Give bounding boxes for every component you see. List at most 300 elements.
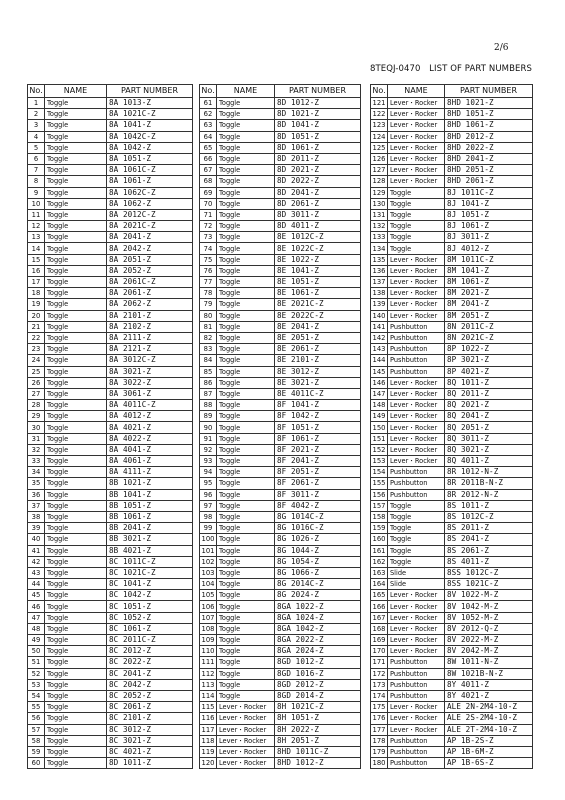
row-name: Toggle — [217, 567, 275, 578]
row-name: Lever・Rocker — [388, 612, 445, 623]
row-part-number: 8GA 1024-Z — [275, 612, 361, 623]
row-part-number: AP 1B-6M-Z — [445, 746, 533, 757]
row-name: Toggle — [217, 422, 275, 433]
row-name: Lever・Rocker — [388, 299, 445, 310]
row-number: 135 — [371, 254, 388, 265]
table-row — [200, 579, 361, 590]
table-row — [28, 366, 193, 377]
table-row — [28, 176, 193, 187]
row-part-number: 8A 2102-Z — [107, 321, 193, 332]
row-name: Toggle — [217, 646, 275, 657]
table-row — [200, 478, 361, 489]
table-row — [200, 679, 361, 690]
row-number: 54 — [28, 690, 45, 701]
row-name: Toggle — [217, 500, 275, 511]
table-row — [371, 713, 533, 724]
table-row — [28, 265, 193, 276]
header-part-number: PART NUMBER — [107, 85, 193, 98]
table-row — [200, 310, 361, 321]
row-part-number: 8E 3012-Z — [275, 366, 361, 377]
row-name: Toggle — [217, 131, 275, 142]
row-number: 112 — [200, 668, 217, 679]
table-row — [371, 590, 533, 601]
row-part-number: 8A 1042C-Z — [107, 131, 193, 142]
row-part-number: 8B 1051-Z — [107, 500, 193, 511]
row-number: 51 — [28, 657, 45, 668]
table-row — [200, 299, 361, 310]
row-name: Toggle — [45, 400, 107, 411]
row-name: Lever・Rocker — [388, 377, 445, 388]
table-row — [371, 176, 533, 187]
table-row — [371, 209, 533, 220]
row-number: 94 — [200, 467, 217, 478]
table-row — [200, 590, 361, 601]
row-number: 157 — [371, 500, 388, 511]
row-name: Toggle — [45, 657, 107, 668]
row-name: Lever・Rocker — [388, 433, 445, 444]
row-number: 96 — [200, 489, 217, 500]
table-row — [28, 321, 193, 332]
row-name: Toggle — [217, 176, 275, 187]
row-name: Lever・Rocker — [388, 310, 445, 321]
table-row — [28, 355, 193, 366]
row-number: 30 — [28, 422, 45, 433]
table-row — [371, 646, 533, 657]
row-part-number: 8C 1021C-Z — [107, 567, 193, 578]
row-number: 9 — [28, 187, 45, 198]
row-name: Pushbutton — [388, 690, 445, 701]
row-part-number: 8E 1041-Z — [275, 265, 361, 276]
row-name: Toggle — [45, 489, 107, 500]
row-part-number: 8B 1061-Z — [107, 511, 193, 522]
row-number: 101 — [200, 545, 217, 556]
table-row — [200, 198, 361, 209]
row-number: 52 — [28, 668, 45, 679]
row-number: 172 — [371, 668, 388, 679]
table-row — [200, 388, 361, 399]
table-row — [371, 579, 533, 590]
table-row — [28, 657, 193, 668]
row-part-number: 8A 1061-Z — [107, 176, 193, 187]
table-row — [371, 377, 533, 388]
row-number: 93 — [200, 456, 217, 467]
row-name: Toggle — [217, 288, 275, 299]
table-row — [28, 109, 193, 120]
row-number: 175 — [371, 702, 388, 713]
row-name: Pushbutton — [388, 321, 445, 332]
row-part-number: 8A 1041-Z — [107, 120, 193, 131]
row-number: 155 — [371, 478, 388, 489]
table-header-row — [200, 85, 361, 98]
row-number: 92 — [200, 444, 217, 455]
table-row — [371, 131, 533, 142]
row-number: 29 — [28, 411, 45, 422]
row-name: Lever・Rocker — [388, 109, 445, 120]
table-row — [371, 724, 533, 735]
row-part-number: 8V 2022-M-Z — [445, 635, 533, 646]
table-row — [200, 523, 361, 534]
table-row — [200, 690, 361, 701]
row-part-number: 8D 2041-Z — [275, 187, 361, 198]
row-part-number: 8E 3021-Z — [275, 377, 361, 388]
row-number: 45 — [28, 590, 45, 601]
table-row — [200, 176, 361, 187]
row-name: Toggle — [45, 422, 107, 433]
header-name: NAME — [217, 85, 275, 98]
row-part-number: 8S 1011-Z — [445, 500, 533, 511]
row-part-number: 8Q 2051-Z — [445, 422, 533, 433]
table-row — [200, 668, 361, 679]
row-name: Lever・Rocker — [388, 254, 445, 265]
table-row — [28, 713, 193, 724]
row-number: 142 — [371, 332, 388, 343]
row-name: Toggle — [388, 232, 445, 243]
row-number: 47 — [28, 612, 45, 623]
row-part-number: 8A 1013-Z — [107, 98, 193, 109]
row-part-number: 8SS 1021C-Z — [445, 579, 533, 590]
row-number: 33 — [28, 456, 45, 467]
row-number: 161 — [371, 545, 388, 556]
row-part-number: 8F 2041-Z — [275, 456, 361, 467]
row-part-number: 8A 2012C-Z — [107, 209, 193, 220]
row-number: 39 — [28, 523, 45, 534]
table-row — [371, 556, 533, 567]
table-row — [371, 400, 533, 411]
row-part-number: 8A 1021C-Z — [107, 109, 193, 120]
row-number: 71 — [200, 209, 217, 220]
table-row — [28, 690, 193, 701]
row-name: Toggle — [45, 243, 107, 254]
row-name: Toggle — [217, 232, 275, 243]
row-part-number: 8HD 2061-Z — [445, 176, 533, 187]
row-part-number: 8A 4021-Z — [107, 422, 193, 433]
row-name: Toggle — [45, 511, 107, 522]
table-row — [28, 444, 193, 455]
row-name: Toggle — [45, 690, 107, 701]
table-row — [200, 254, 361, 265]
row-name: Lever・Rocker — [388, 590, 445, 601]
table-row — [200, 344, 361, 355]
row-part-number: 8C 1011C-Z — [107, 556, 193, 567]
row-number: 64 — [200, 131, 217, 142]
table-row — [200, 456, 361, 467]
row-part-number: 8HD 1061-Z — [445, 120, 533, 131]
row-name: Toggle — [45, 713, 107, 724]
table-row — [200, 444, 361, 455]
row-part-number: 8P 1022-Z — [445, 344, 533, 355]
row-number: 56 — [28, 713, 45, 724]
row-name: Toggle — [45, 321, 107, 332]
row-name: Toggle — [45, 411, 107, 422]
row-part-number: 8S 4011-Z — [445, 556, 533, 567]
row-number: 3 — [28, 120, 45, 131]
row-name: Toggle — [217, 254, 275, 265]
row-name: Lever・Rocker — [388, 713, 445, 724]
row-name: Toggle — [45, 165, 107, 176]
row-part-number: 8GA 2024-Z — [275, 646, 361, 657]
row-part-number: 8C 3012-Z — [107, 724, 193, 735]
table-row — [28, 758, 193, 769]
row-number: 178 — [371, 735, 388, 746]
row-name: Toggle — [45, 288, 107, 299]
table-row — [200, 355, 361, 366]
table-row — [371, 545, 533, 556]
table-row — [371, 668, 533, 679]
row-part-number: 8M 2021-Z — [445, 288, 533, 299]
table-row — [28, 601, 193, 612]
row-name: Toggle — [388, 243, 445, 254]
table-row — [200, 623, 361, 634]
row-number: 62 — [200, 109, 217, 120]
row-part-number: 8E 2101-Z — [275, 355, 361, 366]
row-part-number: 8GD 1016-Z — [275, 668, 361, 679]
row-number: 65 — [200, 142, 217, 153]
parts-table-2 — [199, 84, 361, 769]
table-row — [28, 221, 193, 232]
row-number: 132 — [371, 221, 388, 232]
row-number: 113 — [200, 679, 217, 690]
row-number: 110 — [200, 646, 217, 657]
row-part-number: 8C 1061-Z — [107, 623, 193, 634]
table-row — [28, 467, 193, 478]
row-number: 105 — [200, 590, 217, 601]
row-name: Toggle — [217, 355, 275, 366]
table-row — [200, 232, 361, 243]
row-name: Toggle — [45, 332, 107, 343]
row-number: 148 — [371, 400, 388, 411]
row-name: Slide — [388, 579, 445, 590]
table-row — [200, 131, 361, 142]
row-part-number: 8B 1041-Z — [107, 489, 193, 500]
row-number: 179 — [371, 746, 388, 757]
row-part-number: 8D 1041-Z — [275, 120, 361, 131]
table-row — [200, 713, 361, 724]
row-name: Toggle — [217, 444, 275, 455]
row-part-number: 8HD 2022-Z — [445, 142, 533, 153]
row-number: 59 — [28, 746, 45, 757]
table-header-row — [371, 85, 533, 98]
row-number: 60 — [28, 758, 45, 769]
table-row — [371, 478, 533, 489]
row-name: Toggle — [217, 657, 275, 668]
row-part-number: 8A 4022-Z — [107, 433, 193, 444]
table-row — [371, 288, 533, 299]
row-part-number: 8W 1011-N-Z — [445, 657, 533, 668]
row-part-number: 8F 1051-Z — [275, 422, 361, 433]
table-row — [371, 321, 533, 332]
row-number: 137 — [371, 277, 388, 288]
row-part-number: 8GA 2022-Z — [275, 635, 361, 646]
row-part-number: 8GD 2014-Z — [275, 690, 361, 701]
row-name: Lever・Rocker — [388, 724, 445, 735]
row-name: Toggle — [217, 277, 275, 288]
row-name: Toggle — [217, 209, 275, 220]
row-part-number: 8V 1022-M-Z — [445, 590, 533, 601]
table-row — [200, 534, 361, 545]
row-name: Toggle — [45, 646, 107, 657]
table-row — [28, 623, 193, 634]
row-number: 50 — [28, 646, 45, 657]
row-part-number: 8E 4011C-Z — [275, 388, 361, 399]
row-name: Toggle — [217, 579, 275, 590]
row-part-number: 8F 1042-Z — [275, 411, 361, 422]
table-row — [371, 109, 533, 120]
row-number: 43 — [28, 567, 45, 578]
row-part-number: 8A 2101-Z — [107, 310, 193, 321]
row-part-number: 8C 2061-Z — [107, 702, 193, 713]
row-part-number: 8E 1022-Z — [275, 254, 361, 265]
row-number: 165 — [371, 590, 388, 601]
row-number: 174 — [371, 690, 388, 701]
row-part-number: 8Q 1011-Z — [445, 377, 533, 388]
row-name: Lever・Rocker — [388, 153, 445, 164]
row-part-number: 8G 2014C-Z — [275, 579, 361, 590]
row-name: Lever・Rocker — [388, 288, 445, 299]
row-number: 149 — [371, 411, 388, 422]
table-row — [28, 288, 193, 299]
row-number: 139 — [371, 299, 388, 310]
table-row — [200, 646, 361, 657]
table-row — [28, 277, 193, 288]
table-row — [371, 98, 533, 109]
table-row — [28, 456, 193, 467]
row-part-number: 8G 1014C-Z — [275, 511, 361, 522]
row-part-number: 8M 1061-Z — [445, 277, 533, 288]
table-row — [371, 388, 533, 399]
row-part-number: 8S 2041-Z — [445, 534, 533, 545]
row-number: 128 — [371, 176, 388, 187]
table-row — [200, 467, 361, 478]
table-row — [28, 556, 193, 567]
table-row — [200, 758, 361, 769]
table-row — [28, 500, 193, 511]
row-name: Lever・Rocker — [217, 702, 275, 713]
row-part-number: 8P 4021-Z — [445, 366, 533, 377]
row-part-number: 8R 1012-N-Z — [445, 467, 533, 478]
row-name: Toggle — [45, 579, 107, 590]
row-number: 126 — [371, 153, 388, 164]
row-name: Pushbutton — [388, 355, 445, 366]
row-name: Toggle — [217, 344, 275, 355]
row-part-number: 8D 3011-Z — [275, 209, 361, 220]
row-part-number: 8V 2012-Q-Z — [445, 623, 533, 634]
table-row — [371, 120, 533, 131]
row-name: Toggle — [45, 601, 107, 612]
table-row — [371, 601, 533, 612]
row-number: 55 — [28, 702, 45, 713]
row-part-number: 8J 3011-Z — [445, 232, 533, 243]
row-number: 104 — [200, 579, 217, 590]
row-name: Pushbutton — [388, 735, 445, 746]
row-name: Toggle — [388, 209, 445, 220]
row-part-number: 8D 2021-Z — [275, 165, 361, 176]
table-row — [200, 702, 361, 713]
table-row — [371, 534, 533, 545]
row-part-number: 8A 2061-Z — [107, 288, 193, 299]
row-number: 88 — [200, 400, 217, 411]
table-row — [28, 478, 193, 489]
row-number: 103 — [200, 567, 217, 578]
row-number: 116 — [200, 713, 217, 724]
row-number: 75 — [200, 254, 217, 265]
row-number: 169 — [371, 635, 388, 646]
row-part-number: 8J 1041-Z — [445, 198, 533, 209]
row-part-number: 8N 2021C-Z — [445, 332, 533, 343]
row-name: Toggle — [217, 545, 275, 556]
row-name: Toggle — [388, 556, 445, 567]
row-number: 84 — [200, 355, 217, 366]
header-part-number: PART NUMBER — [445, 85, 533, 98]
table-row — [371, 489, 533, 500]
table-row — [28, 612, 193, 623]
row-name: Toggle — [217, 165, 275, 176]
row-name: Lever・Rocker — [388, 635, 445, 646]
table-row — [28, 187, 193, 198]
row-name: Toggle — [45, 758, 107, 769]
row-number: 131 — [371, 209, 388, 220]
row-part-number: 8GD 1012-Z — [275, 657, 361, 668]
table-row — [28, 567, 193, 578]
table-row — [28, 646, 193, 657]
row-part-number: 8D 1051-Z — [275, 131, 361, 142]
table-row — [371, 299, 533, 310]
table-row — [371, 344, 533, 355]
row-part-number: 8C 1051-Z — [107, 601, 193, 612]
table-header-row — [28, 85, 193, 98]
row-number: 144 — [371, 355, 388, 366]
row-number: 114 — [200, 690, 217, 701]
table-row — [28, 332, 193, 343]
row-number: 162 — [371, 556, 388, 567]
row-part-number: 8A 2121-Z — [107, 344, 193, 355]
row-part-number: 8A 2021C-Z — [107, 221, 193, 232]
row-part-number: 8A 3021-Z — [107, 366, 193, 377]
row-number: 58 — [28, 735, 45, 746]
row-number: 78 — [200, 288, 217, 299]
row-name: Toggle — [217, 679, 275, 690]
row-number: 61 — [200, 98, 217, 109]
row-part-number: 8H 2022-Z — [275, 724, 361, 735]
row-part-number: 8G 1054-Z — [275, 556, 361, 567]
table-row — [200, 489, 361, 500]
table-row — [371, 623, 533, 634]
row-part-number: 8Q 3021-Z — [445, 444, 533, 455]
row-name: Lever・Rocker — [388, 131, 445, 142]
row-name: Pushbutton — [388, 467, 445, 478]
row-number: 5 — [28, 142, 45, 153]
row-name: Pushbutton — [388, 657, 445, 668]
row-name: Toggle — [45, 567, 107, 578]
row-part-number: 8HD 1011C-Z — [275, 746, 361, 757]
table-row — [371, 511, 533, 522]
row-number: 72 — [200, 221, 217, 232]
table-row — [200, 400, 361, 411]
row-name: Pushbutton — [388, 344, 445, 355]
row-number: 87 — [200, 388, 217, 399]
row-part-number: 8D 2011-Z — [275, 153, 361, 164]
table-row — [200, 277, 361, 288]
row-number: 160 — [371, 534, 388, 545]
table-row — [200, 120, 361, 131]
row-part-number: 8R 2011B-N-Z — [445, 478, 533, 489]
table-row — [28, 254, 193, 265]
row-part-number: 8F 1041-Z — [275, 400, 361, 411]
row-part-number: 8J 4012-Z — [445, 243, 533, 254]
row-part-number: 8G 1026-Z — [275, 534, 361, 545]
table-row — [200, 612, 361, 623]
row-number: 171 — [371, 657, 388, 668]
row-part-number: 8HD 1051-Z — [445, 109, 533, 120]
